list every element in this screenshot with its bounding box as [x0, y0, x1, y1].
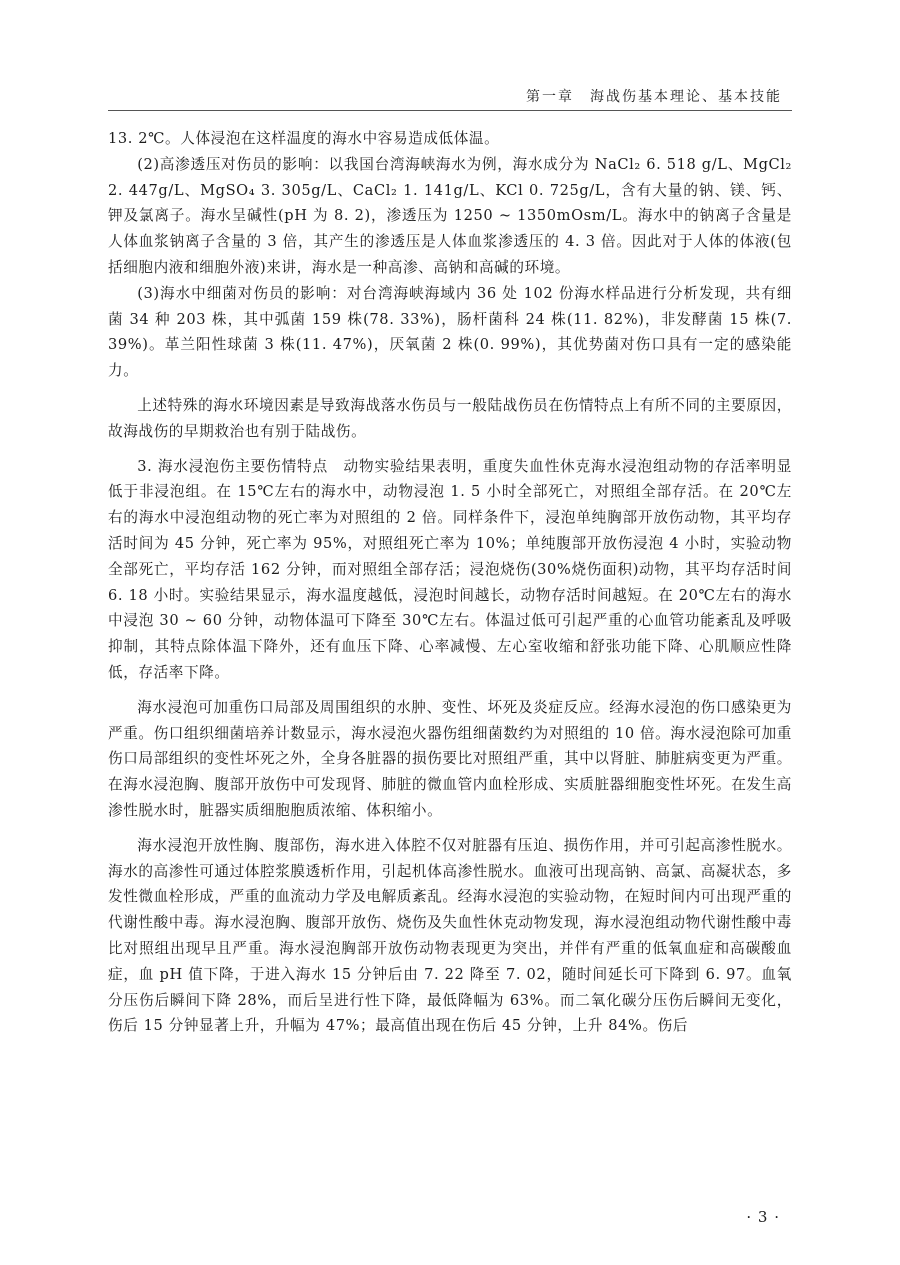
running-header: 第一章 海战伤基本理论、基本技能 — [526, 89, 782, 105]
paragraph-dehydration: 海水浸泡开放性胸、腹部伤，海水进入体腔不仅对脏器有压迫、损伤作用，并可引起高渗性脱水。海水的高渗性可通过体腔浆膜透析作用，引起机体高渗性脱水。血液可出现高钠、高氯、高凝状态，多发性微血栓形成，严重的血流动力学及电解质紊乱。经海水浸泡的实验动物，在短时间内可出现严重的代谢性酸中毒。海水浸泡胸、腹部开放伤、烧伤及失血性休克动物发现，海水浸泡组动物代谢性酸中毒比对照组出现早且严重。海水浸泡胸部开放伤动物表现更为突出，并伴有严重的低氧血症和高碳酸血症，血 pH 值下降，于进入海水 15 分钟后由 7. 22 降至 7. 02，随时间延长可下降到 6. 97。血氧分压伤后瞬间下降 28%，而后呈进行性下降，最低降幅为 63%。而二氧化碳分压伤后瞬间无变化，伤后 15 分钟显著上升，升幅为 47%；最高值出现在伤后 45 分钟，上升 84%。伤后 — [108, 836, 792, 1035]
paragraph-bacteria: (3)海水中细菌对伤员的影响：对台湾海峡海域内 36 处 102 份海水样品进行分析发现，共有细菌 34 种 203 株，其中弧菌 159 株(78. 33%)，肠杆菌科 24 株(11. 82%)，非发酵菌 15 株(7. 39%)。革兰阳性球菌 3 株(11. 47%)，厌氧菌 2 株(0. 99%)，其优势菌对伤口具有一定的感染能力。 — [108, 284, 792, 380]
paragraph-injury-features: 3. 海水浸泡伤主要伤情特点 动物实验结果表明，重度失血性休克海水浸泡组动物的存活率明显低于非浸泡组。在 15℃左右的海水中，动物浸泡 1. 5 小时全部死亡，对照组全部存活。在 20℃左右的海水中浸泡组动物的死亡率为对照组的 2 倍。同样条件下，浸泡单纯胸部开放伤动物，其平均存活时间为 45 分钟，死亡率为 95%，对照组死亡率为 10%；单纯腹部开放伤浸泡 4 小时，实验动物全部死亡，平均存活 162 分钟，而对照组全部存活；浸泡烧伤(30%烧伤面积)动物，其平均存活时间 6. 18 小时。实验结果显示，海水温度越低，浸泡时间越长，动物存活时间越短。在 20℃左右的海水中浸泡 30 ~ 60 分钟，动物体温可下降至 30℃左右。体温过低可引起严重的心血管功能紊乱及呼吸抑制，其特点除体温下降外，还有血压下降、心率减慢、左心室收缩和舒张功能下降、心肌顺应性降低，存活率下降。 — [108, 457, 792, 681]
header-rule — [108, 110, 792, 111]
paragraph-osmotic-pressure: (2)高渗透压对伤员的影响：以我国台湾海峡海水为例，海水成分为 NaCl₂ 6. 518 g/L、MgCl₂ 2. 447g/L、MgSO₄ 3. 305g/L、CaCl₂ 1. 141g/L、KCl 0. 725g/L，含有大量的钠、镁、钙、钾及氯离子。海水呈碱性(pH 为 8. 2)，渗透压为 1250 ~ 1350mOsm/L。海水中的钠离子含量是人体血浆钠离子含量的 3 倍，其产生的渗透压是人体血浆渗透压的 4. 3 倍。因此对于人体的体液(包括细胞内液和细胞外液)来讲，海水是一种高渗、高钠和高碱的环境。 — [108, 155, 792, 276]
paragraph-summary: 上述特殊的海水环境因素是导致海战落水伤员与一般陆战伤员在伤情特点上有所不同的主要原因，故海战伤的早期救治也有别于陆战伤。 — [108, 396, 792, 440]
paragraph-continuation: 13. 2℃。人体浸泡在这样温度的海水中容易造成低体温。 — [108, 130, 500, 147]
paragraph-wound-infection: 海水浸泡可加重伤口局部及周围组织的水肿、变性、坏死及炎症反应。经海水浸泡的伤口感染更为严重。伤口组织细菌培养计数显示，海水浸泡火器伤组细菌数约为对照组的 10 倍。海水浸泡除可加重伤口局部组织的变性坏死之外，全身各脏器的损伤要比对照组严重，其中以肾脏、肺脏病变更为严重。在海水浸泡胸、腹部开放伤中可发现肾、肺脏的微血管内血栓形成、实质脏器细胞变性坏死。在发生高渗性脱水时，脏器实质细胞胞质浓缩、体积缩小。 — [108, 698, 792, 819]
page-body — [108, 126, 792, 1039]
page-number: · 3 · — [746, 1208, 780, 1226]
